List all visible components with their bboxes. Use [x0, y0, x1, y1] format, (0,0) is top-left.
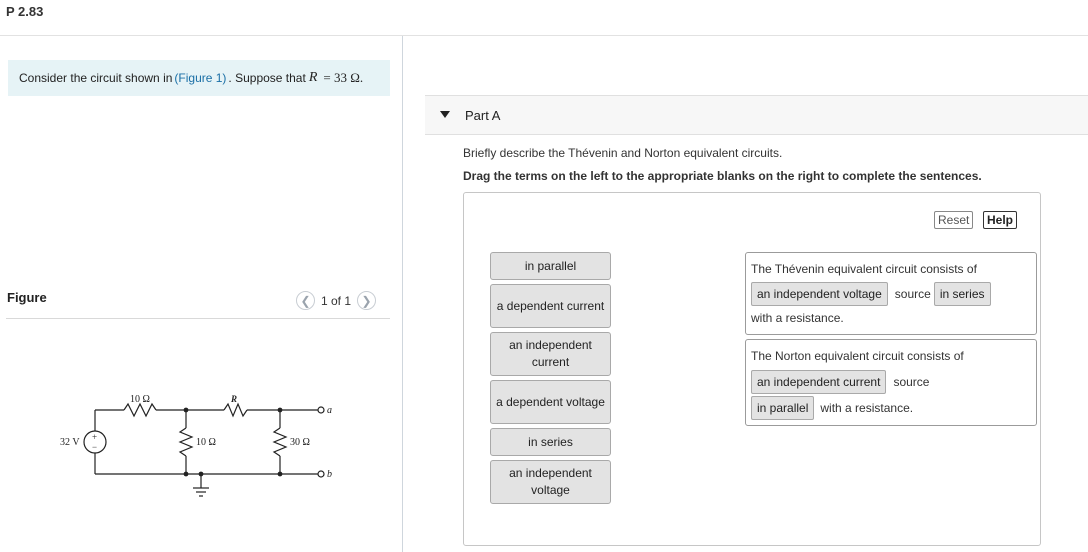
caret-down-icon[interactable]: [440, 111, 450, 118]
resistance-value: = 33 Ω.: [323, 70, 364, 85]
part-title[interactable]: Part A: [465, 108, 501, 123]
thevenin-blank-2[interactable]: in series: [934, 282, 991, 306]
next-figure-button[interactable]: [357, 291, 376, 310]
label-terminal-a: a: [327, 405, 332, 416]
norton-blank-1[interactable]: an independent current: [751, 370, 886, 394]
label-terminal-b: b: [327, 469, 332, 480]
column-divider: [402, 36, 403, 552]
thevenin-end: with a resistance.: [751, 311, 844, 325]
term-dependent-current[interactable]: a dependent current: [490, 284, 611, 328]
part-instruction: Drag the terms on the left to the appropriate blanks on the right to complete the sentences.: [463, 169, 982, 183]
part-description: Briefly describe the Thévenin and Norton equivalent circuits.: [463, 146, 783, 160]
term-in-series[interactable]: in series: [490, 428, 611, 456]
label-r-top-left: 10 Ω: [130, 394, 150, 405]
norton-blank-2[interactable]: in parallel: [751, 396, 814, 420]
node-dot: [184, 408, 189, 413]
term-in-parallel[interactable]: in parallel: [490, 252, 611, 280]
resistor-r: [224, 404, 247, 416]
thevenin-source-word: source: [894, 287, 931, 301]
node-dot: [278, 472, 283, 477]
thevenin-intro: The Thévenin equivalent circuit consists of: [751, 262, 977, 276]
resistor-right: [274, 428, 286, 456]
figure-link[interactable]: (Figure 1): [174, 71, 227, 85]
circuit-diagram: [52, 390, 352, 510]
node-dot: [278, 408, 283, 413]
reset-button[interactable]: Reset: [934, 211, 973, 229]
thevenin-sentence: [745, 252, 1037, 335]
thevenin-blank-1[interactable]: an independent voltage: [751, 282, 888, 306]
resistor-middle: [180, 428, 192, 456]
label-r-middle: 10 Ω: [196, 437, 216, 448]
node-dot: [184, 472, 189, 477]
prev-figure-button[interactable]: [296, 291, 315, 310]
figure-divider: [6, 318, 390, 319]
help-button[interactable]: Help: [983, 211, 1017, 229]
part-header[interactable]: [425, 95, 1088, 135]
intro-text: Consider the circuit shown in: [19, 71, 173, 85]
figure-heading: Figure: [7, 290, 47, 305]
terminal-b-node: [318, 471, 324, 477]
label-r-right: 30 Ω: [290, 437, 310, 448]
norton-intro: The Norton equivalent circuit consists of: [751, 349, 964, 363]
chevron-left-icon: ❮: [300, 293, 311, 308]
intro-text-mid: . Suppose that: [228, 71, 306, 85]
figure-pager: [296, 291, 376, 310]
term-dependent-voltage[interactable]: a dependent voltage: [490, 380, 611, 424]
label-plus: +: [92, 432, 98, 442]
norton-end: with a resistance.: [820, 401, 914, 415]
norton-source-word: source: [893, 375, 930, 389]
label-r: R: [231, 394, 238, 404]
variable-r: R: [308, 70, 318, 85]
pager-count: 1 of 1: [321, 293, 352, 308]
header-divider: [0, 35, 1088, 36]
problem-intro: [8, 60, 390, 96]
terminal-a-node: [318, 407, 324, 413]
node-dot: [199, 472, 204, 477]
chevron-right-icon: ❯: [361, 293, 372, 308]
term-independent-voltage[interactable]: an independent voltage: [490, 460, 611, 504]
label-source: 32 V: [60, 437, 80, 448]
resistor-top-left: [124, 404, 156, 416]
norton-sentence: [745, 339, 1037, 426]
term-independent-current[interactable]: an independent current: [490, 332, 611, 376]
problem-id: P 2.83: [6, 4, 44, 19]
label-minus: −: [92, 442, 98, 452]
